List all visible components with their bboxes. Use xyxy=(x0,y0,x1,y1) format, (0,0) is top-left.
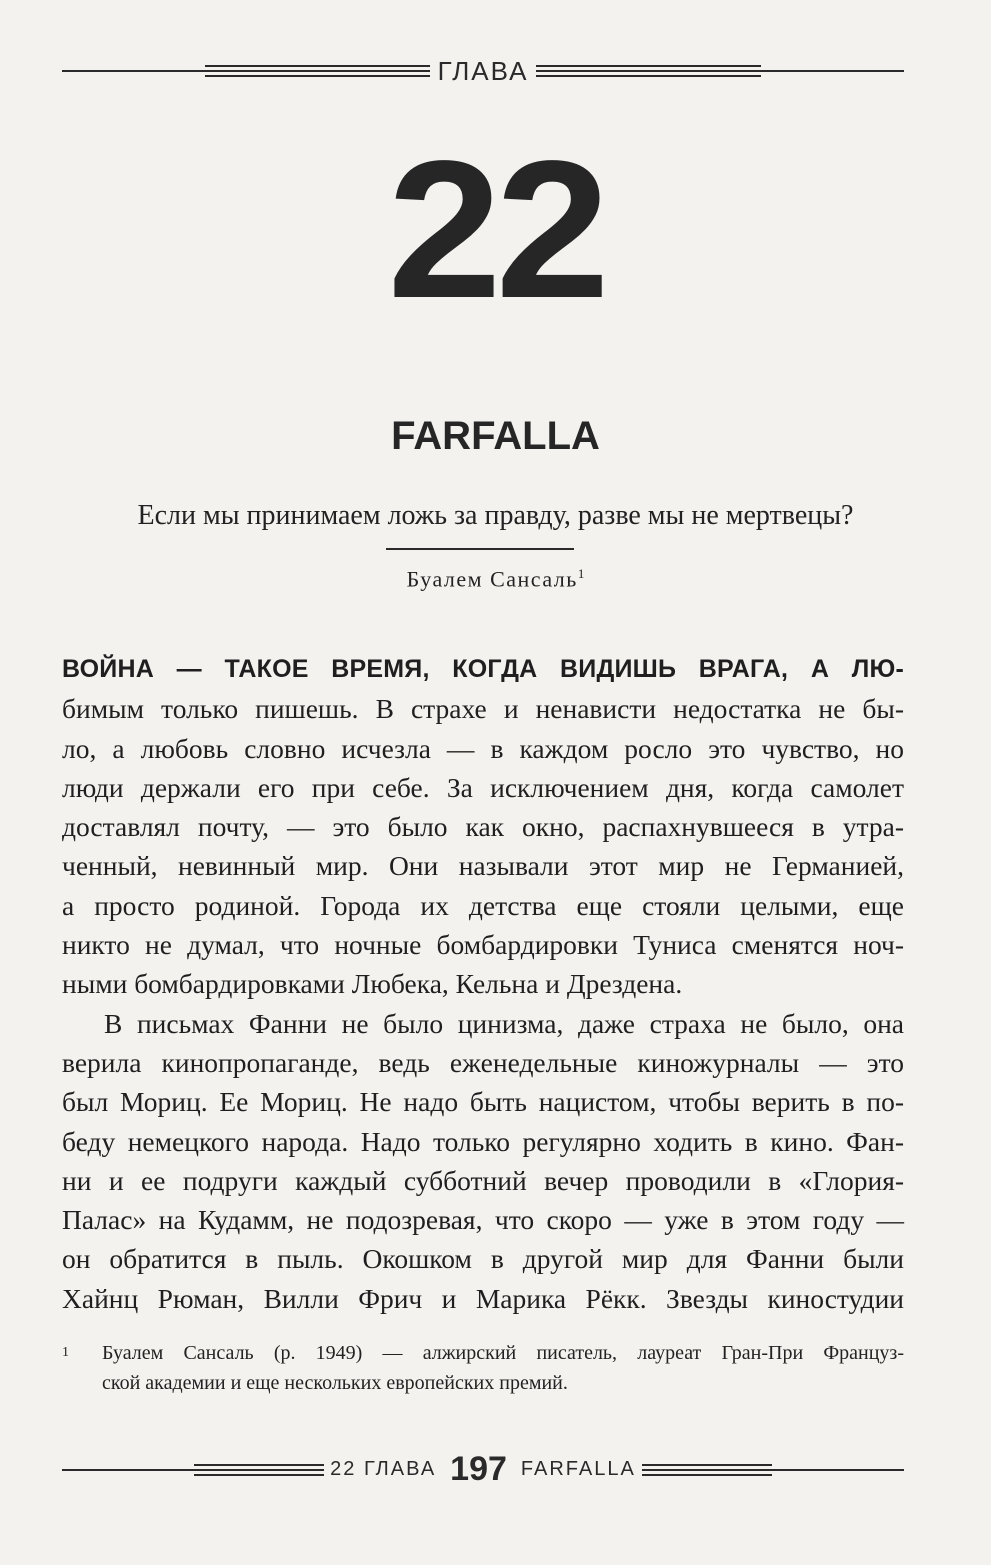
text-line: а просто родиной. Города их детства еще стояли целыми, еще xyxy=(62,889,904,921)
text-line: В письмах Фанни не было цинизма, даже страха не было, она xyxy=(104,1007,904,1039)
running-footer xyxy=(62,1450,904,1489)
epigraph-quote: Если мы принимаем ложь за правду, разве мы не мертвецы? xyxy=(137,500,854,531)
paragraph-1 xyxy=(62,650,904,1004)
text-line: бимым только пишешь. В страхе и ненависти недостатка не бы- xyxy=(62,693,904,725)
epigraph-author: Буалем Сансаль xyxy=(406,566,578,592)
footnote-mark: 1 xyxy=(62,1345,69,1360)
header-rule-right xyxy=(536,62,904,80)
footer-chapter-title: FARFALLA xyxy=(520,1458,636,1480)
text-line: беду немецкого народа. Надо только регулярно ходить в кино. Фан- xyxy=(62,1125,904,1157)
footer-chapter-label: 22 ГЛАВА xyxy=(330,1458,437,1480)
text-line: был Мориц. Ее Мориц. Не надо быть нацистом, чтобы верить в по- xyxy=(62,1086,904,1118)
chapter-title: FARFALLA xyxy=(391,414,600,458)
text-line: Палас» на Кудамм, не подозревая, что скоро — уже в этом году — xyxy=(62,1204,904,1236)
footnote-line: ской академии и еще нескольких европейских премий. xyxy=(102,1372,568,1394)
text-line: Хайнц Рюман, Вилли Фрич и Марика Рёкк. Звезды киностудии xyxy=(62,1282,904,1314)
text-line: ло, а любовь словно исчезла — в каждом росло это чувство, но xyxy=(62,732,904,764)
text-line: ными бомбардировками Любека, Кельна и Дрездена. xyxy=(62,968,683,1000)
footer-rule-left xyxy=(62,1461,324,1479)
chapter-number: 22 xyxy=(387,120,604,339)
epigraph-author-line xyxy=(0,566,991,592)
text-line: он обратится в пыль. Окошком в другой мир для Фанни были xyxy=(62,1243,904,1275)
paragraph-lead-caps: ВОЙНА — ТАКОЕ ВРЕМЯ, КОГДА ВИДИШЬ ВРАГА, А ЛЮ- xyxy=(62,655,904,683)
text-line: доставлял почту, — это было как окно, распахнувшееся в утра- xyxy=(62,811,904,843)
text-line: ни и ее подруги каждый субботний вечер проводили в «Глория- xyxy=(62,1164,904,1196)
chapter-header-label: ГЛАВА xyxy=(437,56,529,86)
text-line: верила кинопропаганде, ведь еженедельные киножурналы — это xyxy=(62,1046,904,1078)
epigraph-divider xyxy=(386,548,574,550)
footnote-text xyxy=(102,1338,904,1398)
footer-rule-right xyxy=(642,1461,904,1479)
text-line: никто не думал, что ночные бомбардировки Туниса сменятся ноч- xyxy=(62,929,904,961)
footnote-reference: 1 xyxy=(577,566,585,581)
footnote xyxy=(62,1338,904,1398)
text-line: ченный, невинный мир. Они называли этот мир не Германией, xyxy=(62,850,904,882)
page-number: 197 xyxy=(450,1450,507,1488)
header-rule-left xyxy=(62,62,430,80)
body-text xyxy=(62,650,904,1318)
text-line: люди держали его при себе. За исключением дня, когда самолет xyxy=(62,771,904,803)
footnote-line: Буалем Сансаль (р. 1949) — алжирский писатель, лауреат Гран-При Француз- xyxy=(102,1342,904,1364)
paragraph-2 xyxy=(62,1004,904,1318)
chapter-header-rule xyxy=(62,58,904,84)
